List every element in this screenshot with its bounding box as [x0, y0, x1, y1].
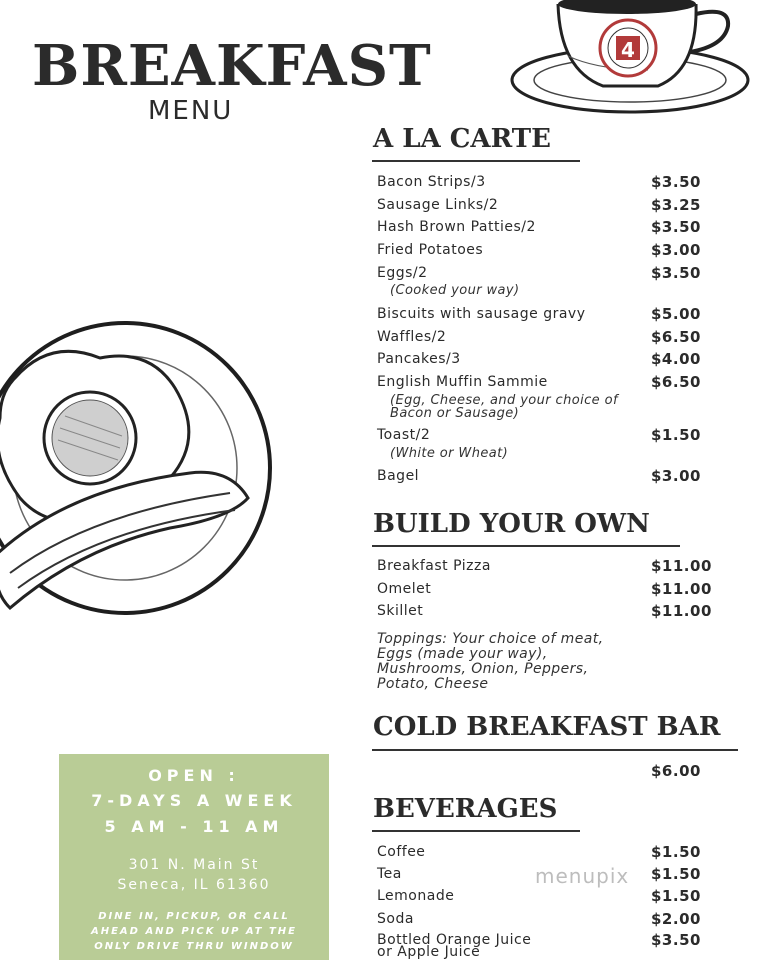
- toppings-note: [377, 632, 647, 692]
- item-name: Eggs/2: [377, 265, 428, 281]
- item-price: $6.50: [651, 328, 701, 346]
- menu-item: [377, 263, 701, 283]
- item-name: or Apple Juice: [377, 944, 481, 960]
- menu-item: [377, 327, 701, 347]
- item-name: Sausage Links/2: [377, 197, 499, 213]
- menu-item: [377, 886, 701, 906]
- item-name: Breakfast Pizza: [377, 558, 491, 574]
- divider: [372, 160, 580, 162]
- menu-item: [377, 240, 701, 260]
- item-price: $11.00: [651, 557, 712, 575]
- item-price: $11.00: [651, 580, 712, 598]
- menu-item: [377, 349, 701, 369]
- hours-days: 7-DAYS A WEEK: [91, 791, 297, 810]
- divider: [372, 749, 738, 751]
- hours-times: 5 AM - 11 AM: [104, 817, 284, 836]
- item-name: Coffee: [377, 844, 426, 860]
- service-note: ONLY DRIVE THRU WINDOW: [94, 941, 294, 952]
- menu-item: [377, 195, 701, 215]
- menu-item: [377, 601, 712, 621]
- item-price: $1.50: [651, 426, 701, 444]
- item-price: $1.50: [651, 865, 701, 883]
- item-name: Pancakes/3: [377, 351, 461, 367]
- item-price: $11.00: [651, 602, 712, 620]
- item-price: $6.50: [651, 373, 701, 391]
- item-price: $1.50: [651, 887, 701, 905]
- menu-item: [377, 466, 701, 486]
- item-name: Bacon Strips/3: [377, 174, 486, 190]
- item-price: $1.50: [651, 843, 701, 861]
- item-name: Soda: [377, 911, 414, 927]
- section-title-beverages: BEVERAGES: [373, 794, 558, 824]
- item-note: (Egg, Cheese, and your choice of: [390, 393, 618, 408]
- watermark: menupix: [535, 864, 630, 888]
- item-name: Bagel: [377, 468, 420, 484]
- toppings-line: Potato, Cheese: [377, 676, 489, 692]
- item-name: Skillet: [377, 603, 424, 619]
- address-city: Seneca, IL 61360: [117, 877, 271, 893]
- svg-text:4: 4: [621, 38, 635, 62]
- item-price: $3.50: [651, 931, 701, 949]
- item-price: $4.00: [651, 350, 701, 368]
- menu-item: [377, 425, 701, 445]
- item-price: $3.50: [651, 173, 701, 191]
- menu-item: [377, 172, 701, 192]
- item-name: Lemonade: [377, 888, 455, 904]
- egg-bacon-plate-illustration: [0, 288, 280, 658]
- menu-item: [377, 909, 701, 929]
- item-name: Omelet: [377, 581, 432, 597]
- item-price: $3.25: [651, 196, 701, 214]
- item-price: $3.50: [651, 264, 701, 282]
- item-name: Fried Potatoes: [377, 242, 484, 258]
- toppings-line: Toppings: Your choice of meat,: [377, 631, 604, 647]
- menu-item: [377, 217, 701, 237]
- item-price: $3.50: [651, 218, 701, 236]
- section-title-build-your-own: BUILD YOUR OWN: [373, 509, 650, 539]
- item-note: (Cooked your way): [390, 283, 520, 298]
- item-name: English Muffin Sammie: [377, 374, 548, 390]
- logo-badge: [600, 20, 656, 76]
- menu-subtitle: MENU: [148, 96, 234, 126]
- menu-item: [377, 372, 701, 392]
- hours-box: [59, 754, 329, 960]
- menu-title: BREAKFAST: [32, 33, 432, 99]
- item-price: $3.00: [651, 467, 701, 485]
- menu-item: [377, 579, 712, 599]
- divider: [372, 830, 580, 832]
- toppings-line: Mushrooms, Onion, Peppers,: [377, 661, 589, 677]
- item-name: Tea: [377, 866, 402, 882]
- menu-item: [377, 304, 701, 324]
- item-name: Toast/2: [377, 427, 431, 443]
- item-note: (White or Wheat): [390, 446, 509, 461]
- service-note: DINE IN, PICKUP, OR CALL: [98, 911, 290, 922]
- coffee-cup-illustration: [508, 0, 753, 118]
- item-name: Biscuits with sausage gravy: [377, 306, 586, 322]
- section-title-a-la-carte: A LA CARTE: [373, 124, 551, 154]
- hours-open: OPEN :: [148, 766, 240, 785]
- item-price: $3.00: [651, 241, 701, 259]
- menu-item: [377, 842, 701, 862]
- item-note: Bacon or Sausage): [390, 406, 520, 421]
- menu-item-continued: [377, 945, 697, 960]
- item-name: Waffles/2: [377, 329, 447, 345]
- address-street: 301 N. Main St: [128, 857, 260, 873]
- menu-item: [377, 556, 712, 576]
- toppings-line: Eggs (made your way),: [377, 646, 548, 662]
- item-price: $6.00: [651, 762, 701, 780]
- section-title-cold-breakfast-bar: COLD BREAKFAST BAR: [373, 712, 721, 742]
- service-note: AHEAD AND PICK UP AT THE: [90, 926, 297, 937]
- divider: [372, 545, 680, 547]
- item-name: Hash Brown Patties/2: [377, 219, 536, 235]
- item-name: Bottled Orange Juice: [377, 932, 532, 948]
- item-price: $2.00: [651, 910, 701, 928]
- item-price: $5.00: [651, 305, 701, 323]
